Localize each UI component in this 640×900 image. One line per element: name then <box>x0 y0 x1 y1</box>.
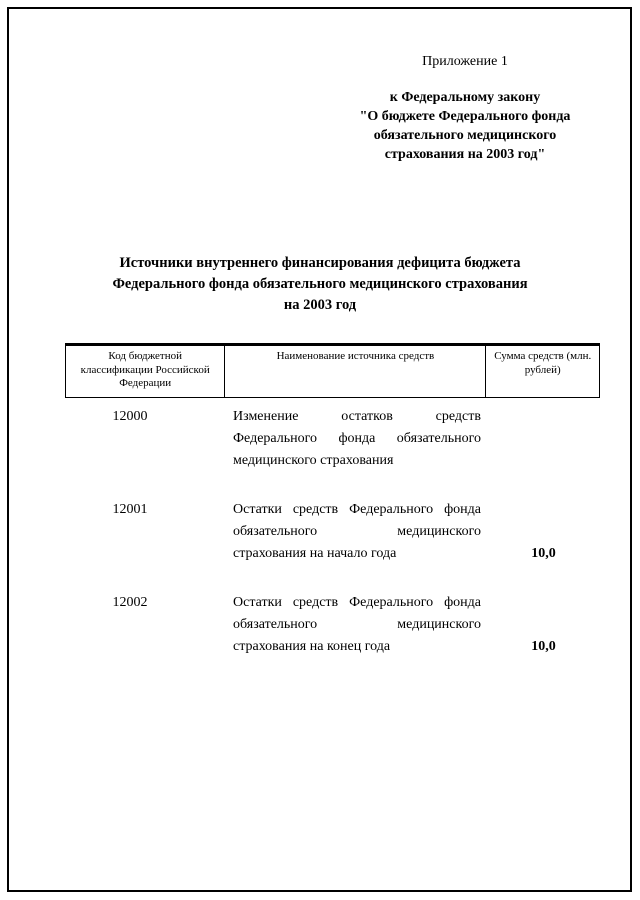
appendix-block <box>330 52 600 164</box>
row-code: 12002 <box>112 595 148 610</box>
row-sum: 10,0 <box>531 546 556 561</box>
row-code: 12000 <box>112 409 148 424</box>
table-row <box>65 592 600 658</box>
law-reference-line: к Федеральному закону <box>389 90 541 105</box>
column-header-source-name: Наименование источника средств <box>225 346 486 397</box>
table-row <box>65 499 600 565</box>
law-reference-line: страхования на 2003 год" <box>384 147 546 162</box>
column-header-sum: Сумма средств (млн. рублей) <box>494 350 592 376</box>
document-title-line: Федерального фонда обязательного медицинского страхования <box>112 276 528 292</box>
law-reference-line: обязательного медицинского <box>373 128 557 143</box>
table-body <box>65 406 600 685</box>
table-header-row <box>65 343 600 398</box>
row-sum <box>487 406 600 472</box>
row-source-name: Остатки средств Федерального фонда обязательного медицинского страхования на начало года <box>233 502 481 561</box>
law-reference-line: "О бюджете Федерального фонда <box>359 109 571 124</box>
row-source-name: Остатки средств Федерального фонда обязательного медицинского страхования на конец года <box>233 595 481 654</box>
document-title-line: на 2003 год <box>283 297 357 313</box>
law-reference <box>330 88 600 164</box>
appendix-number: Приложение 1 <box>422 54 508 69</box>
row-sum: 10,0 <box>531 639 556 654</box>
row-code: 12001 <box>112 502 148 517</box>
document-title <box>40 253 600 316</box>
table-row <box>65 406 600 472</box>
document-title-line: Источники внутреннего финансирования дефицита бюджета <box>119 255 521 271</box>
column-header-budget-code: Код бюджетной классификации Российской Федерации <box>66 346 225 397</box>
row-source-name: Изменение остатков средств Федерального фонда обязательного медицинского страхования <box>233 409 481 468</box>
